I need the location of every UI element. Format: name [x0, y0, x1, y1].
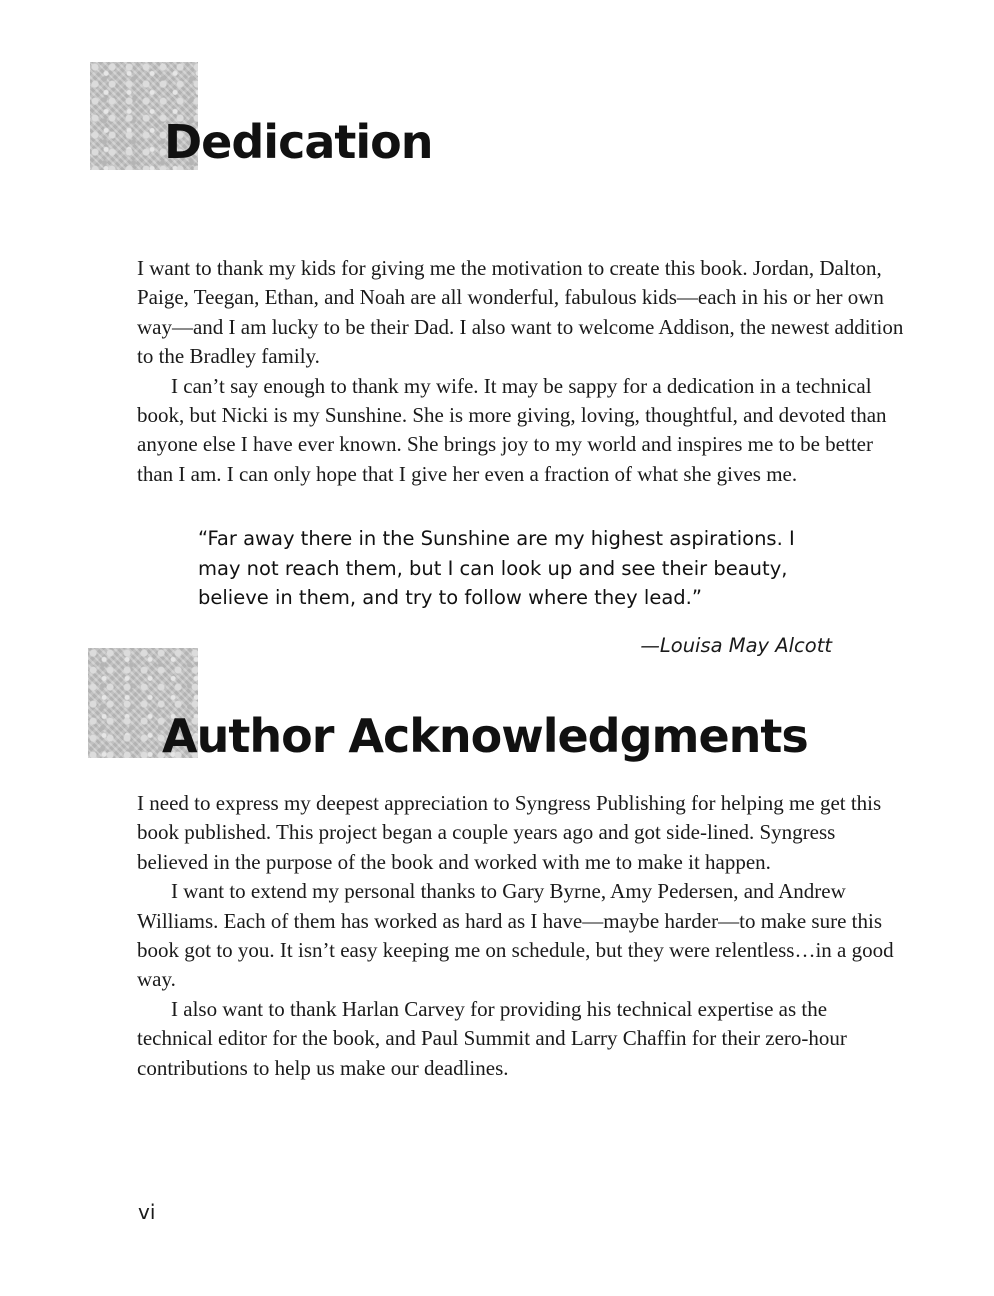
dedication-heading: Dedication [164, 115, 433, 169]
acknowledgments-paragraph: I want to extend my personal thanks to Gary Byrne, Amy Pedersen, and Andrew Williams. Each of them has worked as hard as I have—maybe harder—to make sure this book got to you. It isn’t easy keeping me on schedule, but they were relentless…in a good way. [137, 879, 894, 992]
dedication-paragraph: I want to thank my kids for giving me the motivation to create this book. Jordan, Dalton, Paige, Teegan, Ethan, and Noah are all wonderful, fabulous kids—each in his or her own way—and I am lucky to be their Dad. I also want to welcome Addison, the newest addition to the Bradley family. [137, 256, 904, 369]
acknowledgments-body [137, 789, 907, 1083]
acknowledgments-paragraph: I need to express my deepest appreciation to Syngress Publishing for helping me get this book published. This project began a couple years ago and got side-lined. Syngress believed in the purpose of the book and worked with me to make it happen. [137, 791, 882, 874]
quote-attribution: —Louisa May Alcott [640, 634, 832, 657]
epigraph-quote [198, 524, 838, 613]
page-number: vi [138, 1200, 156, 1224]
dedication-body [137, 254, 907, 489]
acknowledgments-heading: Author Acknowledgments [162, 709, 808, 763]
acknowledgments-paragraph: I also want to thank Harlan Carvey for providing his technical expertise as the technical editor for the book, and Paul Summit and Larry Chaffin for their zero-hour contributions to help us make our deadlines. [137, 996, 847, 1080]
quote-text: “Far away there in the Sunshine are my highest aspirations. I may not reach them, but I can look up and see their beauty, believe in them, and try to follow where they lead.” [198, 527, 795, 609]
dedication-paragraph: I can’t say enough to thank my wife. It may be sappy for a dedication in a technical book, but Nicki is my Sunshine. She is more giving, loving, thoughtful, and devoted than anyone else I have ever known. She brings joy to my world and inspires me to be better than I am. I can only hope that I give her even a fraction of what she gives me. [137, 373, 887, 486]
